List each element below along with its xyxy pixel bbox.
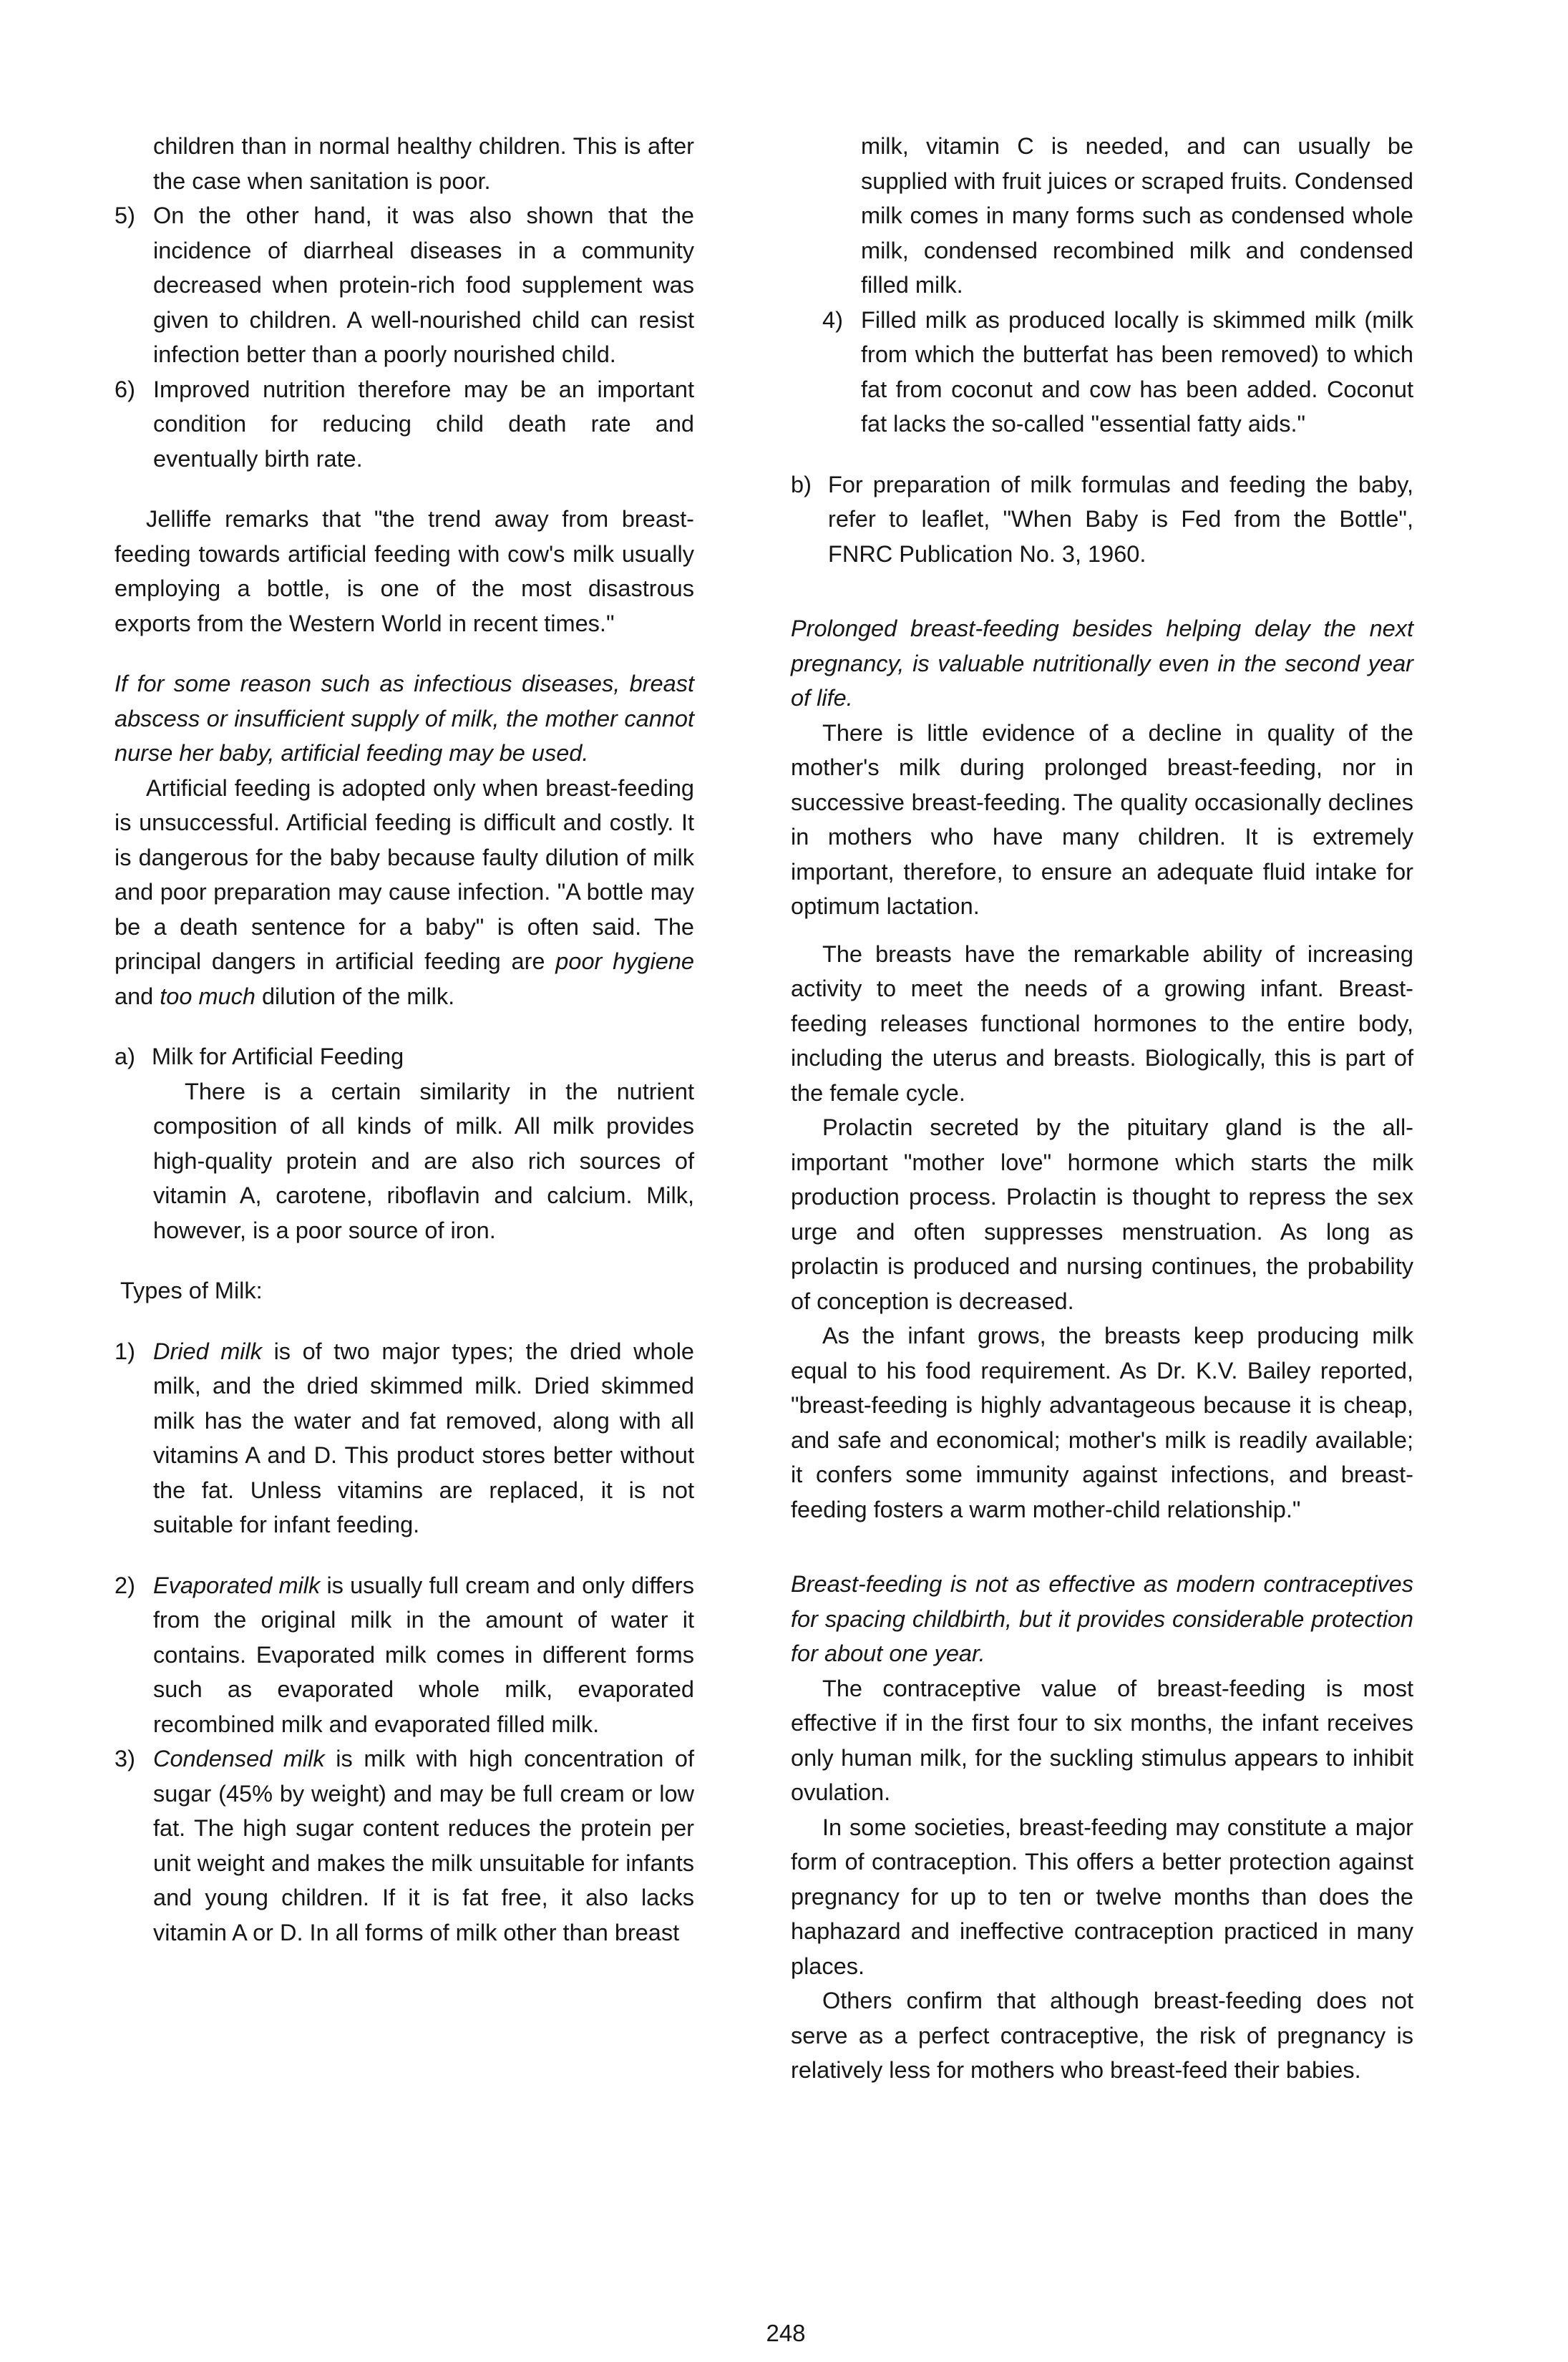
right-column <box>791 129 1413 2088</box>
section-a-body: There is a certain similarity in the nutrient composition of all kinds of milk. All milk provides high-quality protein and are also rich sources of vitamin A, carotene, riboflavin and calcium. Milk, however, is a poor source of iron. <box>153 1078 694 1243</box>
list-text <box>153 1741 694 1950</box>
emphasis-poor-hygiene: poor hygiene <box>555 948 694 974</box>
left-column <box>115 129 694 1950</box>
paragraph-societies: In some societies, breast-feeding may constitute a major form of contraception. This offers a better protection against pregnancy for up to ten or twelve months than does the haphazard and ineffective contraception practiced in many places. <box>791 1814 1413 1979</box>
paragraph-prolactin: Prolactin secreted by the pituitary gland is the all-important "mother love" hormone which starts the milk production process. Prolactin is thought to repress the sex urge and often suppresses menstruation. As long as prolactin is produced and nursing continues, the probability of conception is decreased. <box>791 1114 1413 1314</box>
milk-type-3 <box>115 1741 694 1950</box>
milk3-description: is milk with high concentration of sugar (45% by weight) and may be full cream or low fat. The high sugar content reduces the protein per unit weight and makes the milk unsuitable for infants and young children. If it is fat free, it also lacks vitamin A or D. In all forms of milk other than breast <box>153 1746 694 1945</box>
term-dried-milk: Dried milk <box>153 1338 262 1364</box>
item-4-continuation: children than in normal healthy children. This is after the case when sanitation is poor. <box>153 133 694 194</box>
term-condensed-milk: Condensed milk <box>153 1746 325 1771</box>
section-text: For preparation of milk formulas and feeding the baby, refer to leaflet, "When Baby is Fed from the Bottle", FNRC Publication No. 3, 1960. <box>828 471 1413 567</box>
list-text: On the other hand, it was also shown that the incidence of diarrheal diseases in a community decreased when protein-rich food supplement was given to children. A well-nourished child can resist infection better than a poorly nourished child. <box>153 203 694 367</box>
italic-heading-artificial-feeding: If for some reason such as infectious diseases, breast abscess or insufficient supply of milk, the mother cannot nurse her baby, artificial feeding may be used. <box>115 671 694 766</box>
paragraph-little-evidence: There is little evidence of a decline in quality of the mother's milk during prolonged breast-feeding, nor in successive breast-feeding. The quality occasionally declines in mothers who have many children. It is extremely important, therefore, to ensure an adequate fluid intake for optimum lactation. <box>791 719 1413 919</box>
jelliffe-quote-paragraph: Jelliffe remarks that "the trend away from breast-feeding towards artificial feeding with cow's milk usually employing a bottle, is one of the most disastrous exports from the Western World in recent times." <box>115 506 694 636</box>
list-item-6 <box>115 372 694 477</box>
paragraph-breasts-ability: The breasts have the remarkable ability of increasing activity to meet the needs of a growing infant. Breast-feeding releases functional hormones to the entire body, including the uterus and breasts. Biologically, this is part of the female cycle. <box>791 941 1413 1106</box>
section-label: a) <box>115 1044 135 1069</box>
artificial-text-mid: and <box>115 983 160 1009</box>
list-text <box>153 1568 694 1742</box>
types-of-milk-heading: Types of Milk: <box>120 1278 263 1303</box>
list-number: 4) <box>822 306 843 333</box>
page-number: 248 <box>766 2320 806 2346</box>
list-number: 5) <box>115 203 135 228</box>
milk1-description: is of two major types; the dried whole milk, and the dried skimmed milk. Dried skimmed milk has the water and fat removed, along with all vitamins A and D. This product stores better without the fat. Unless vitamins are replaced, it is not suitable for infant feeding. <box>153 1338 694 1537</box>
milk-type-4 <box>791 303 1413 442</box>
milk-type-1 <box>115 1334 694 1542</box>
italic-heading-contraceptive: Breast-feeding is not as effective as modern contraceptives for spacing childbirth, but it provides considerable protection for about one year. <box>791 1571 1413 1666</box>
italic-heading-prolonged: Prolonged breast-feeding besides helping delay the next pregnancy, is valuable nutritionally even in the second year of life. <box>791 616 1413 711</box>
paragraph-infant-grows: As the infant grows, the breasts keep producing milk equal to his food requirement. As Dr. K.V. Bailey reported, "breast-feeding is highly advantageous because it is cheap, and safe and economical; mother's milk is readily available; it confers some immunity against infections, and breast-feeding fosters a warm mother-child relationship." <box>791 1323 1413 1522</box>
list-text <box>153 1334 694 1542</box>
milk2-description: is usually full cream and only differs from the original milk in the amount of water it contains. Evaporated milk comes in different forms such as evaporated whole milk, evaporated recombined milk and evaporated filled milk. <box>153 1572 694 1737</box>
emphasis-too-much: too much <box>160 983 255 1009</box>
list-number: 3) <box>115 1746 135 1771</box>
artificial-feeding-paragraph <box>115 771 694 1014</box>
artificial-text-end: dilution of the milk. <box>255 983 455 1009</box>
list-number: 6) <box>115 376 135 402</box>
list-text: Improved nutrition therefore may be an important condition for reducing child death rate and eventually birth rate. <box>153 376 694 472</box>
list-number: 2) <box>115 1572 135 1598</box>
milk-type-2 <box>115 1568 694 1742</box>
list-item-5 <box>115 198 694 372</box>
list-text: Filled milk as produced locally is skimmed milk (milk from which the butterfat has been removed) to which fat from coconut and cow has been added. Coconut fat lacks the so-called "essential fatty aids." <box>861 306 1413 437</box>
milk-3-continuation: milk, vitamin C is needed, and can usually be supplied with fruit juices or scraped fruits. Condensed milk comes in many forms such as condensed whole milk, condensed recombined milk and condensed filled milk. <box>861 133 1413 298</box>
term-evaporated-milk: Evaporated milk <box>153 1572 321 1598</box>
list-number: 1) <box>115 1338 135 1364</box>
section-b <box>791 467 1413 572</box>
section-title: Milk for Artificial Feeding <box>152 1044 404 1069</box>
paragraph-contraceptive-value: The contraceptive value of breast-feeding is most effective if in the first four to six months, the infant receives only human milk, for the suckling stimulus appears to inhibit ovulation. <box>791 1675 1413 1805</box>
artificial-text-1: Artificial feeding is adopted only when breast-feeding is unsuccessful. Artificial feeding is difficult and costly. It is dangerous for the baby because faulty dilution of milk and poor preparation may cause infection. "A bottle may be a death sentence for a baby" is often said. The principal dangers in artificial feeding are <box>115 774 694 974</box>
section-label: b) <box>791 471 812 497</box>
paragraph-others-confirm: Others confirm that although breast-feeding does not serve as a perfect contraceptive, the risk of pregnancy is relatively less for mothers who breast-feed their babies. <box>791 1988 1413 2083</box>
section-a-heading <box>115 1039 694 1074</box>
